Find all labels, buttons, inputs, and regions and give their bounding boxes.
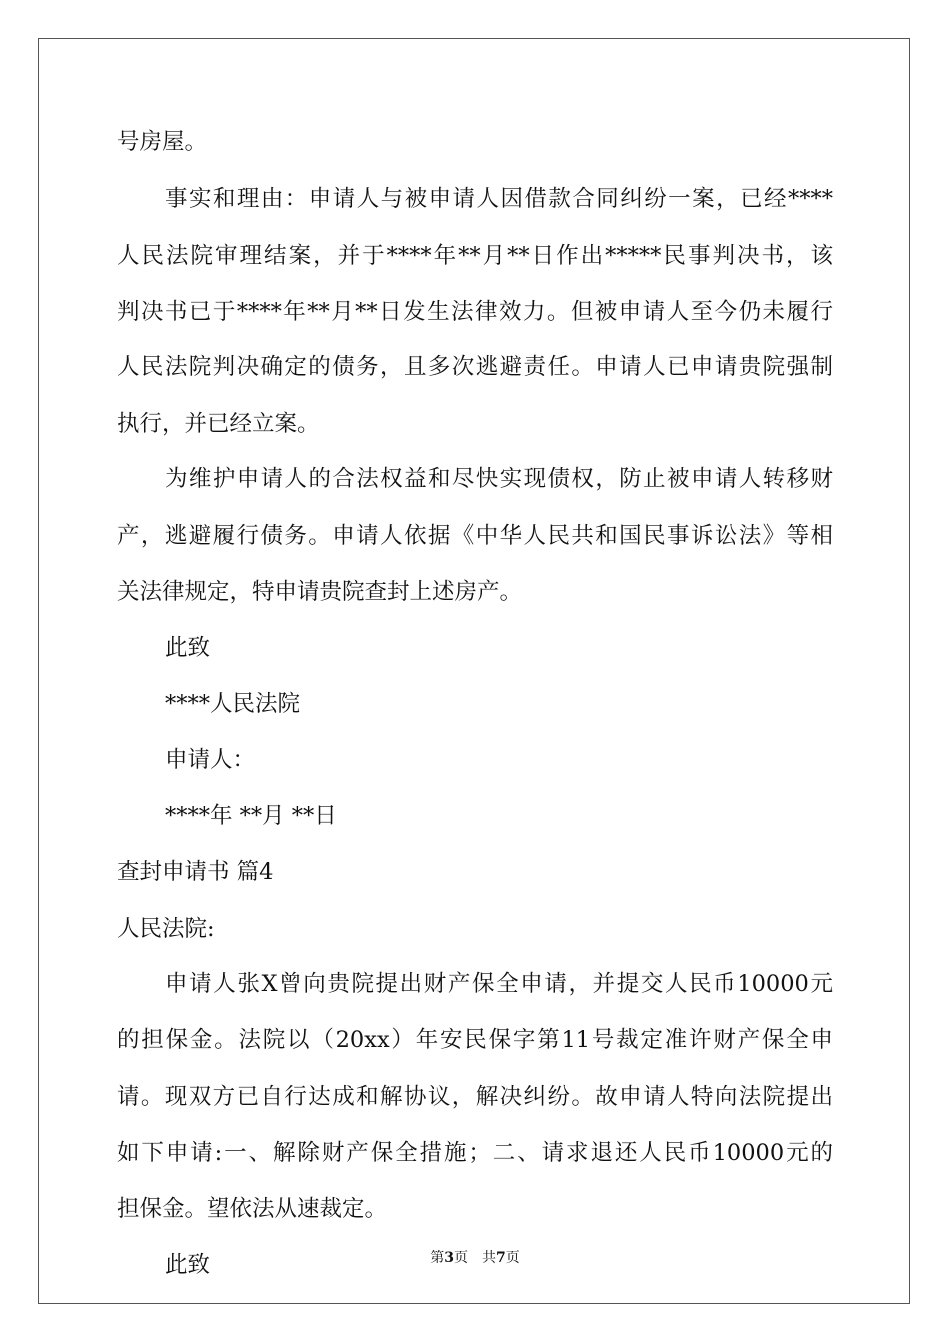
section-title: 查封申请书 篇4 [117, 859, 274, 885]
text-line: 判决书已于****年**月**日发生法律效力。但被申请人至今仍未履行 [117, 299, 833, 325]
text-line: 人民法院判决确定的债务，且多次逃避责任。申请人已申请贵院强制 [117, 354, 833, 380]
text-line: 事实和理由：申请人与被申请人因借款合同纠纷一案，已经**** [165, 186, 833, 212]
text-line: 产，逃避履行债务。申请人依据《中华人民共和国民事诉讼法》等相 [117, 523, 833, 549]
closing-salutation: 此致 [165, 1252, 211, 1278]
total-page-number: 7 [496, 1250, 506, 1266]
page-footer [0, 1247, 950, 1267]
current-page-number: 3 [444, 1250, 454, 1266]
text-line: 人民法院审理结案，并于****年**月**日作出*****民事判决书，该 [117, 243, 833, 269]
closing-salutation: 此致 [165, 635, 211, 661]
footer-prefix: 第 [430, 1250, 445, 1266]
text-line: 担保金。望依法从速裁定。 [117, 1196, 388, 1222]
text-line: 执行，并已经立案。 [117, 411, 320, 437]
footer-mid: 页 共 [454, 1250, 496, 1266]
text-line: 的担保金。法院以（20xx）年安民保字第11号裁定准许财产保全申 [117, 1027, 833, 1053]
text-line: 为维护申请人的合法权益和尽快实现债权，防止被申请人转移财 [165, 466, 833, 492]
text-line: 关法律规定，特申请贵院查封上述房产。 [117, 579, 523, 605]
page-border [38, 38, 910, 1304]
footer-suffix: 页 [505, 1250, 520, 1266]
text-line: 申请人张X曾向贵院提出财产保全申请，并提交人民币10000元 [165, 971, 833, 997]
text-line: 请。现双方已自行达成和解协议，解决纠纷。故申请人特向法院提出 [117, 1084, 833, 1110]
applicant-label: 申请人： [165, 747, 256, 773]
addressee: 人民法院: [117, 916, 215, 942]
text-line: 如下申请:一、解除财产保全措施；二、请求退还人民币10000元的 [117, 1140, 833, 1166]
addressee: ****人民法院 [165, 691, 301, 717]
text-line: 号房屋。 [117, 129, 208, 155]
date-line: ****年 **月 **日 [165, 803, 337, 829]
